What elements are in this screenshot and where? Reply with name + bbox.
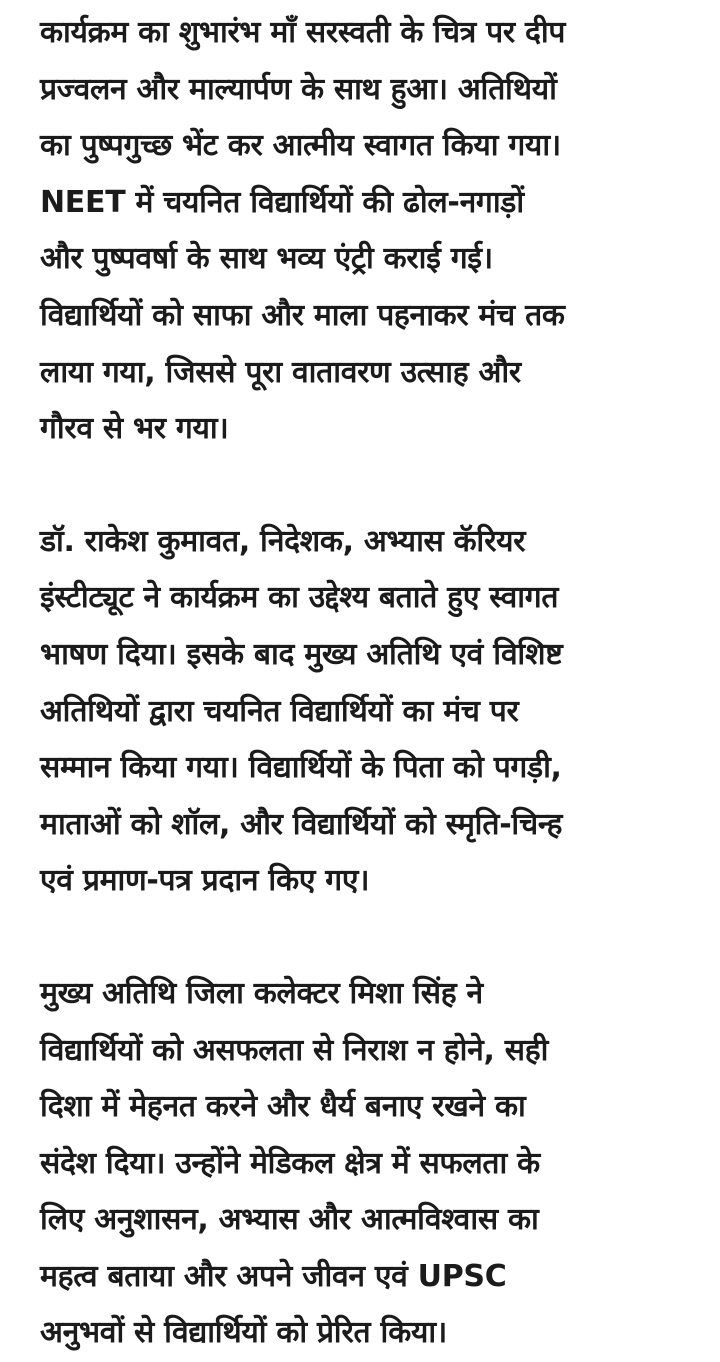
text-line: दिशा में मेहनत करने और धैर्य बनाए रखने का (40, 1089, 526, 1125)
text-line: मुख्य अतिथि जिला कलेक्टर मिशा सिंह ने (40, 975, 483, 1011)
text-line: गौरव से भर गया। (40, 411, 229, 447)
paragraph-director-welcome (40, 514, 690, 910)
text-line: कार्यक्रम का शुभारंभ माँ सरस्वती के चित्र पर दीप (40, 15, 566, 50)
text-line: अतिथियों द्वारा चयनित विद्यार्थियों का मंच पर (40, 693, 519, 729)
text-line: लाया गया, जिससे पूरा वातावरण उत्साह और (40, 354, 521, 390)
text-line: लिए अनुशासन, अभ्यास और आत्मविश्वास का (40, 1202, 539, 1238)
text-line: प्रज्वलन और माल्यार्पण के साथ हुआ। अतिथियों (40, 71, 557, 107)
text-line: माताओं को शॉल, और विद्यार्थियों को स्मृति-चिन्ह (40, 806, 563, 842)
text-line: विद्यार्थियों को असफलता से निराश न होने, सही (40, 1032, 549, 1068)
text-line: सम्मान किया गया। विद्यार्थियों के पिता को पगड़ी, (40, 750, 562, 786)
text-line: और पुष्पवर्षा के साथ भव्य एंट्री कराई गई। (40, 241, 493, 277)
article-body (40, 0, 690, 1362)
text-line: अनुभवों से विद्यार्थियों को प्रेरित किया। (40, 1315, 447, 1351)
text-line: विद्यार्थियों को साफा और माला पहनाकर मंच तक (40, 297, 565, 333)
text-line: इंस्टीट्यूट ने कार्यक्रम का उद्देश्य बताते हुए स्वागत (40, 580, 559, 616)
text-line: महत्व बताया और अपने जीवन एवं UPSC (40, 1258, 507, 1294)
text-line: संदेश दिया। उन्होंने मेडिकल क्षेत्र में सफलता के (40, 1145, 540, 1181)
text-line: NEET में चयनित विद्यार्थियों की ढोल-नगाड़ों (40, 184, 524, 220)
text-line: का पुष्पगुच्छ भेंट कर आत्मीय स्वागत किया गया। (40, 128, 561, 164)
text-line: डॉ. राकेश कुमावत, निदेशक, अभ्यास कॅरियर (40, 523, 526, 559)
paragraph-chief-guest-message (40, 966, 690, 1362)
text-line: एवं प्रमाण-पत्र प्रदान किए गए। (40, 863, 370, 899)
text-line: भाषण दिया। इसके बाद मुख्य अतिथि एवं विशिष्ट (40, 636, 563, 672)
paragraph-event-opening (40, 0, 690, 458)
